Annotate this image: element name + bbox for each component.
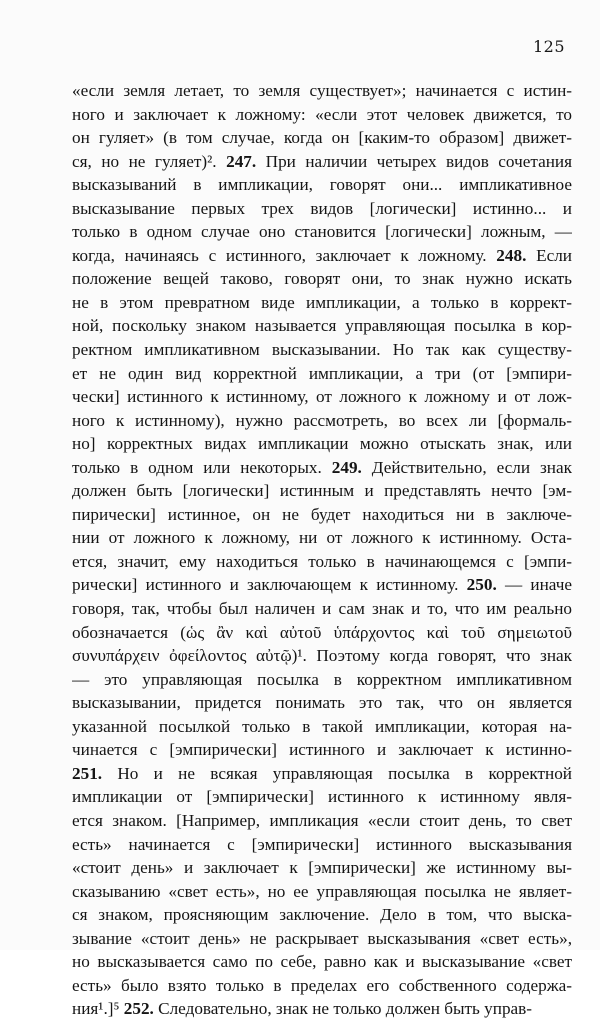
text-line: «если земля летает, то земля существует»; начинается с истин- <box>72 81 572 100</box>
text-line: зывание «стоит день» не раскрывает высказывания «свет есть», <box>72 928 572 948</box>
text-line: συνυπάρχειν ὀφείλοντος αὐτῷ)¹. Поэтому когда говорят, что знак <box>72 646 572 666</box>
text-line: когда, начинаясь с истинного, заключает к ложному. 248. Если <box>72 245 572 265</box>
text-line: импликации от [эмпирически] истинного к истинному явля- <box>72 787 572 807</box>
text-line: не в этом превратном виде импликации, а только в коррект- <box>72 292 572 312</box>
text-line: ет не один вид корректной импликации, а три (от [эмпири- <box>72 363 572 383</box>
text-line: — это управляющая посылка в корректном импликативном <box>72 669 572 689</box>
text-line: нии от ложного к ложному, ни от ложного к истинному. Оста- <box>72 528 572 548</box>
text-line: ется знаком. [Например, импликация «если стоит день, то свет <box>72 810 572 830</box>
text-line: обозначается (ὡς ἂν καὶ αὐτοῦ ὑπάρχοντος καὶ τοῦ σημειωτοῦ <box>72 622 572 642</box>
text-line: должен быть [логически] истинным и представлять нечто [эм- <box>72 481 572 501</box>
text-line: высказываний в импликации, говорят они... импликативное <box>72 175 572 195</box>
text-line: высказывании, придется понимать это так, что он является <box>72 693 572 713</box>
text-line: чинается с [эмпирически] истинного и заключает к истинно- <box>72 740 572 760</box>
text-line: ного к истинному), нужно рассмотреть, во всех ли [формаль- <box>72 410 572 430</box>
text-line: только в одном случае оно становится [логически] ложным, — <box>72 222 572 242</box>
text-line: сказыванию «свет есть», но ее управляющая посылка не являет- <box>72 881 572 901</box>
text-line: ся, но не гуляет)². 247. При наличии четырех видов сочетания <box>72 151 572 171</box>
page-number: 125 <box>532 37 565 56</box>
text-line: есть» начинается с [эмпирически] истинного высказывания <box>72 834 572 854</box>
text-line: ется, значит, ему находиться только в начинающемся с [эмпи- <box>72 551 572 571</box>
text-line: только в одном или некоторых. 249. Действительно, если знак <box>72 457 572 477</box>
text-line: он гуляет» (в том случае, когда он [каким-то образом] движет- <box>72 128 572 148</box>
text-line: ния¹.]⁵ 252. Следовательно, знак не только должен быть управ- <box>72 999 533 1019</box>
text-line: говоря, так, чтобы был наличен и сам знак и то, что им реально <box>72 599 572 619</box>
text-line: но высказывается само по себе, равно как и высказывание «свет <box>72 952 572 972</box>
text-line: рически] истинного и заключающем к истинному. 250. — иначе <box>72 575 572 595</box>
text-line: есть» было взято только в пределах его собственного содержа- <box>72 975 572 995</box>
text-line: но] корректных видах импликации можно отыскать знак, или <box>72 434 572 454</box>
text-line: ного и заключает к ложному: «если этот человек движется, то <box>72 104 572 124</box>
text-line: ректном импликативном высказывании. Но так как существу- <box>72 340 572 360</box>
text-line: ной, поскольку знаком называется управляющая посылка в кор- <box>72 316 572 336</box>
text-line: ся знаком, проясняющим заключение. Дело в том, что выска- <box>72 905 572 925</box>
text-line: высказывание первых трех видов [логически] истинно... и <box>72 198 572 218</box>
text-line: 251. Но и не всякая управляющая посылка в корректной <box>72 763 572 783</box>
text-line: положение вещей таково, говорят они, то знак нужно искать <box>72 269 572 289</box>
body-text <box>72 79 572 1021</box>
text-line: чески] истинного к истинному, от ложного к ложному и от лож- <box>72 387 572 407</box>
text-line: «стоит день» и заключает к [эмпирически] же истинному вы- <box>72 858 572 878</box>
text-line: указанной посылкой только в такой импликации, которая на- <box>72 716 572 736</box>
text-line: пирически] истинное, он не будет находиться ни в заключе- <box>72 504 572 524</box>
